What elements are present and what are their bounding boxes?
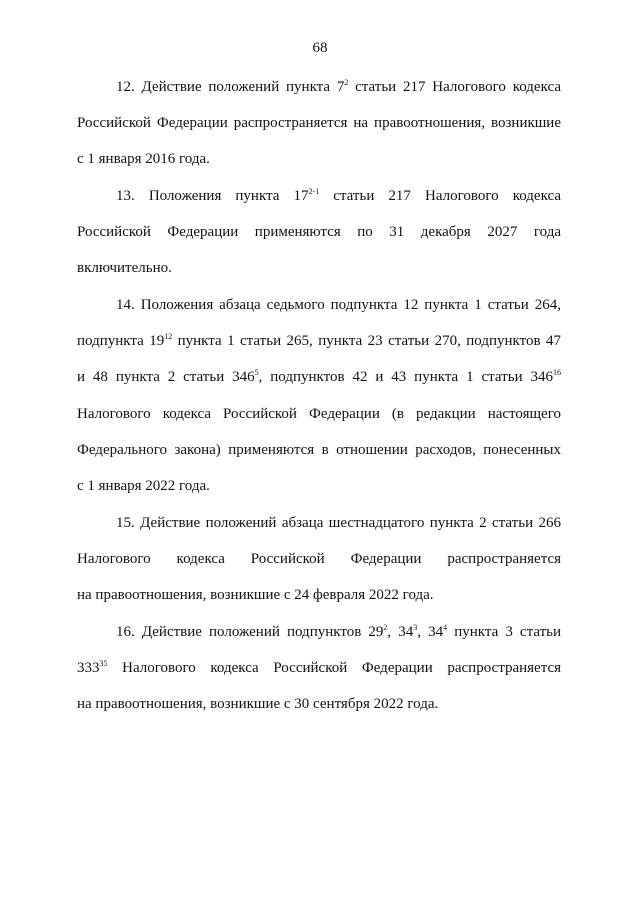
paragraph-14-line-5: Федерального закона) применяются в отношении расходов, понесенных <box>77 442 561 458</box>
paragraph-15-line-2: Налогового кодекса Российской Федерации распространяется <box>77 551 561 567</box>
paragraph-16-line-3: на правоотношения, возникшие с 30 сентября 2022 года. <box>77 696 439 712</box>
paragraph-12-line-1: 12. Действие положений пункта $7^2$ статьи 217 Налогового кодекса <box>116 78 561 95</box>
paragraph-15-line-3: на правоотношения, возникшие с 24 февраля 2022 года. <box>77 587 434 603</box>
page-number: 68 <box>312 40 328 56</box>
paragraph-12-line-3: с 1 января 2016 года. <box>77 151 210 167</box>
paragraph-13-line-3: включительно. <box>77 260 172 276</box>
paragraph-14-line-4: Налогового кодекса Российской Федерации (в редакции настоящего <box>77 406 561 422</box>
paragraph-14-line-2: подпункта $19^{12}$ пункта 1 статьи 265, пункта 23 статьи 270, подпунктов 47 <box>77 332 561 349</box>
paragraph-13-line-1: 13. Положения пункта 17$^{2-1}$ статьи 217 Налогового кодекса <box>116 187 562 204</box>
paragraph-14-line-1: 14. Положения абзаца седьмого подпункта 12 пункта 1 статьи 264, <box>116 297 561 313</box>
paragraph-14-line-6: с 1 января 2022 года. <box>77 478 210 494</box>
paragraph-14-line-3: и 48 пункта 2 статьи $346^5$, подпунктов 42 и 43 пункта 1 статьи $346^{16}$ <box>77 368 561 385</box>
paragraph-12-line-2: Российской Федерации распространяется на правоотношения, возникшие <box>77 115 561 131</box>
paragraph-16-line-1: 16. Действие положений подпунктов $29^2$, $34^3$, $34^4$ пункта 3 статьи <box>116 623 562 640</box>
paragraph-16-line-2: $333^{35}$ Налогового кодекса Российской Федерации распространяется <box>77 659 561 676</box>
paragraph-15-line-1: 15. Действие положений абзаца шестнадцатого пункта 2 статьи 266 <box>116 515 561 531</box>
paragraph-13-line-2: Российской Федерации применяются по 31 декабря 2027 года <box>77 224 561 240</box>
